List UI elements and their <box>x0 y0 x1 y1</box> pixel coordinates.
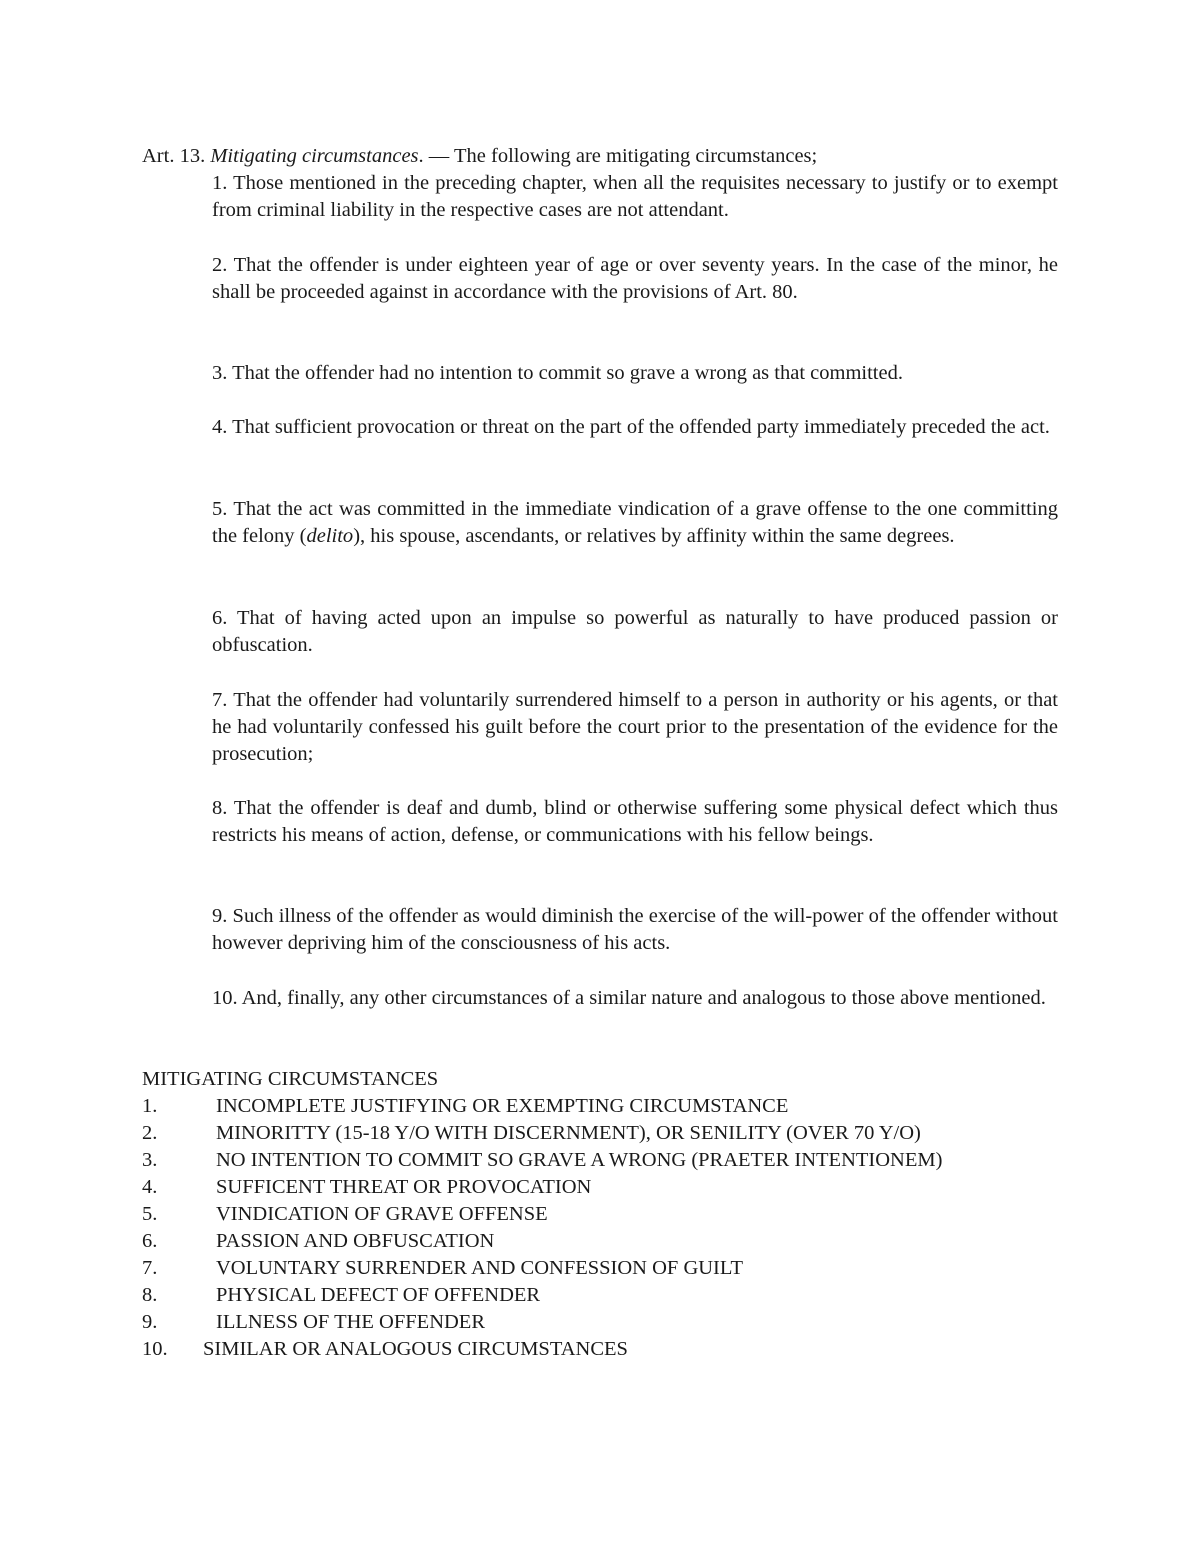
summary-row <box>142 1228 494 1255</box>
article-heading <box>142 143 1102 170</box>
article-prefix: Art. 13. <box>142 145 211 167</box>
summary-row-text: INCOMPLETE JUSTIFYING OR EXEMPTING CIRCUMSTANCE <box>216 1095 789 1117</box>
mitigating-item-9: 9. Such illness of the offender as would diminish the exercise of the will-power of the offender without however depriving him of the consciousness of his acts. <box>212 905 1058 954</box>
summary-title: MITIGATING CIRCUMSTANCES <box>142 1068 439 1090</box>
summary-row <box>142 1282 540 1309</box>
mitigating-item-2: 2. That the offender is under eighteen year of age or over seventy years. In the case of the minor, he shall be proceeded against in accordance with the provisions of Art. 80. <box>212 254 1058 303</box>
summary-row-number: 2. <box>142 1122 158 1144</box>
summary-row-number: 4. <box>142 1176 158 1198</box>
summary-row-text: VINDICATION OF GRAVE OFFENSE <box>216 1203 548 1225</box>
mitigating-item-10: 10. And, finally, any other circumstances of a similar nature and analogous to those above mentioned. <box>212 987 1046 1009</box>
summary-row-text: VOLUNTARY SURRENDER AND CONFESSION OF GUILT <box>216 1257 744 1279</box>
summary-row-number: 6. <box>142 1230 158 1252</box>
mitigating-item-8: 8. That the offender is deaf and dumb, blind or otherwise suffering some physical defect which thus restricts his means of action, defense, or communications with his fellow beings. <box>212 797 1058 846</box>
item-5-text-end: ), his spouse, ascendants, or relatives by affinity within the same degrees. <box>353 525 955 547</box>
summary-row <box>142 1147 942 1174</box>
mitigating-item-3: 3. That the offender had no intention to commit so grave a wrong as that committed. <box>212 362 903 384</box>
mitigating-item-5 <box>212 496 1058 550</box>
summary-row-number: 10. <box>142 1338 168 1360</box>
mitigating-item-6: 6. That of having acted upon an impulse so powerful as naturally to have produced passion or obfuscation. <box>212 607 1058 656</box>
summary-row-number: 1. <box>142 1095 158 1117</box>
summary-row-text: NO INTENTION TO COMMIT SO GRAVE A WRONG (PRAETER INTENTIONEM) <box>216 1149 943 1171</box>
summary-row-number: 5. <box>142 1203 158 1225</box>
summary-row <box>142 1120 921 1147</box>
summary-row <box>142 1093 788 1120</box>
summary-row-number: 7. <box>142 1257 158 1279</box>
summary-row <box>142 1174 591 1201</box>
item-5-italic-term: delito <box>306 525 354 547</box>
summary-row-number: 9. <box>142 1311 158 1333</box>
summary-row-number: 3. <box>142 1149 158 1171</box>
article-title: Mitigating circumstances <box>210 145 419 167</box>
mitigating-item-4: 4. That sufficient provocation or threat on the part of the offended party immediately preceded the act. <box>212 416 1050 438</box>
summary-row-text: SUFFICENT THREAT OR PROVOCATION <box>216 1176 592 1198</box>
summary-row-text: ILLNESS OF THE OFFENDER <box>216 1311 485 1333</box>
item-5-text-start: 5. That the act was committed in the immediate vindication of a grave offense to the one committing the felony ( <box>212 498 1058 547</box>
summary-row-number: 8. <box>142 1284 158 1306</box>
summary-row-text: PASSION AND OBFUSCATION <box>216 1230 495 1252</box>
summary-row <box>142 1336 628 1363</box>
summary-row <box>142 1309 485 1336</box>
summary-row-text: MINORITTY (15-18 Y/O WITH DISCERNMENT), OR SENILITY (OVER 70 Y/O) <box>216 1122 921 1144</box>
mitigating-item-7: 7. That the offender had voluntarily surrendered himself to a person in authority or his agents, or that he had voluntarily confessed his guilt before the court prior to the presentation of the evidence for the prosecution; <box>212 689 1058 765</box>
article-intro: . — The following are mitigating circumstances; <box>418 145 818 167</box>
summary-row <box>142 1201 548 1228</box>
mitigating-item-1: 1. Those mentioned in the preceding chapter, when all the requisites necessary to justify or to exempt from criminal liability in the respective cases are not attendant. <box>212 172 1058 221</box>
summary-row-text: SIMILAR OR ANALOGOUS CIRCUMSTANCES <box>203 1338 628 1360</box>
summary-row <box>142 1255 743 1282</box>
summary-row-text: PHYSICAL DEFECT OF OFFENDER <box>216 1284 541 1306</box>
